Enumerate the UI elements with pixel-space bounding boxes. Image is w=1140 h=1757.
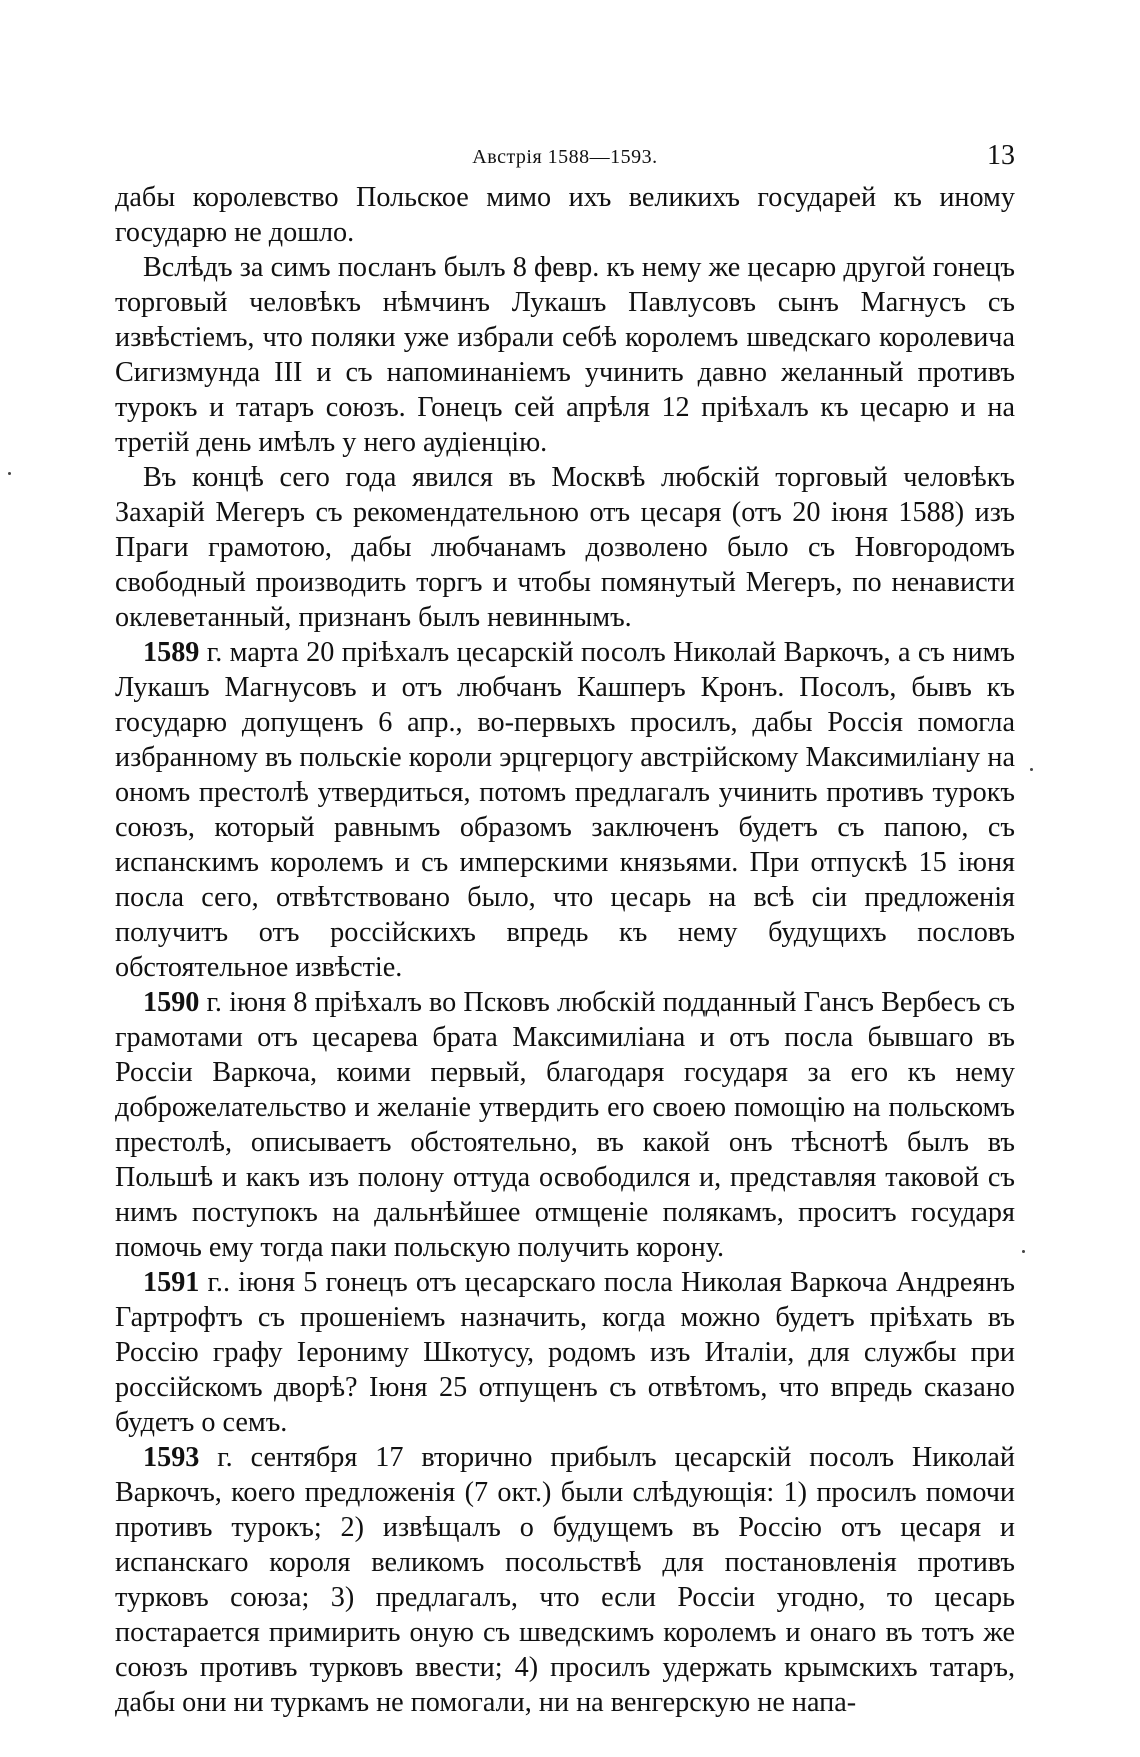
year-label: 1593 — [143, 1442, 200, 1473]
paragraph-text: г.. іюня 5 гонецъ отъ цесарскаго посла Николая Варкоча Андреянъ Гартрофтъ съ прошеніемъ назначить, когда можно будетъ пріѣхать въ Россію графу Іерониму Шкотусу, родомъ изъ Италіи, для службы при россійскомъ дворѣ? Іюня 25 отпущенъ съ отвѣтомъ, что впредь сказано будетъ о семъ. — [115, 1267, 1015, 1438]
year-label: 1589 — [143, 637, 200, 668]
paragraph-text: Вслѣдъ за симъ посланъ былъ 8 февр. къ нему же цесарю другой гонецъ торговый человѣкъ нѣмчинъ Лукашъ Павлусовъ сынъ Магнусъ съ извѣстіемъ, что поляки уже избрали себѣ королемъ шведскаго королевича Сигизмунда III и съ напоминаніемъ учинить давно желанный противъ турокъ и татаръ союзъ. Гонецъ сей апрѣля 12 пріѣхалъ къ цесарю и на третій день имѣлъ у него аудіенцію. — [115, 252, 1015, 458]
paragraph-text: дабы королевство Польское мимо ихъ великихъ государей къ иному государю не дошло. — [115, 182, 1015, 248]
page-number: 13 — [987, 140, 1015, 171]
paragraph-lubeck-merchant — [115, 460, 1015, 635]
paragraph-1591 — [115, 1265, 1015, 1440]
paragraph-1593 — [115, 1440, 1015, 1720]
paragraph-1590 — [115, 985, 1015, 1265]
scan-speck — [1022, 1250, 1025, 1253]
paragraph-1589 — [115, 635, 1015, 985]
scan-speck — [8, 472, 11, 475]
paragraph-text: г. іюня 8 пріѣхалъ во Псковъ любскій подданный Гансъ Вербесъ съ грамотами отъ цесарева брата Максимиліана и отъ посла бывшаго въ Россіи Варкоча, коими первый, благодаря государя за его къ нему доброжелательство и желаніе утвердить его своею помощію на польскомъ престолѣ, описываетъ обстоятельно, въ какой онъ тѣснотѣ былъ въ Польшѣ и какъ изъ полону оттуда освободился и, представляя таковой съ нимъ поступокъ на дальнѣйшее отмщеніе полякамъ, проситъ государя помочь ему тогда паки польскую получить корону. — [115, 987, 1015, 1263]
paragraph-continuation — [115, 180, 1015, 250]
book-page — [115, 140, 1015, 1720]
year-label: 1591 — [143, 1267, 200, 1298]
paragraph-text: г. сентября 17 вторично прибылъ цесарскій посолъ Николай Варкочъ, коего предложенія (7 окт.) были слѣдующія: 1) просилъ помочи противъ турокъ; 2) извѣщалъ о будущемъ въ Россію отъ цесаря и испанскаго короля великомъ посольствѣ для постановленія противъ турковъ союза; 3) предлагалъ, что если Россіи угодно, то цесарь постарается примирить оную съ шведскимъ королемъ и онаго въ тотъ же союзъ противъ турковъ ввести; 4) просилъ удержать крымскихъ татаръ, дабы они ни туркамъ не помогали, ни на венгерскую не напа- — [115, 1442, 1015, 1718]
scan-speck — [1030, 768, 1033, 771]
running-title: Австрія 1588—1593. — [472, 146, 658, 168]
running-head — [115, 140, 1015, 180]
paragraph-text: г. марта 20 пріѣхалъ цесарскій посолъ Николай Варкочъ, а съ нимъ Лукашъ Магнусовъ и отъ любчанъ Кашперъ Кронъ. Посолъ, бывъ къ государю допущенъ 6 апр., во-первыхъ просилъ, дабы Россія помогла избранному въ польскіе короли эрцгерцогу австрійскому Максимиліану на ономъ престолѣ утвердиться, потомъ предлагалъ учинить противъ турокъ союзъ, который равнымъ образомъ заключенъ будетъ съ папою, съ испанскимъ королемъ и съ имперскими князьями. При отпускѣ 15 іюня посла сего, отвѣтствовано было, что цесарь на всѣ сіи предложенія получитъ отъ россійскихъ впредь къ нему будущихъ пословъ обстоятельное извѣстіе. — [115, 637, 1015, 983]
paragraph-text: Въ концѣ сего года явился въ Москвѣ любскій торговый человѣкъ Захарій Мегеръ съ рекомендательною отъ цесаря (отъ 20 іюня 1588) изъ Праги грамотою, дабы любчанамъ дозволено было съ Новгородомъ свободный производить торгъ и чтобы помянутый Мегеръ, по ненависти оклеветанный, признанъ былъ невиннымъ. — [115, 462, 1015, 633]
paragraph-messenger — [115, 250, 1015, 460]
year-label: 1590 — [143, 987, 200, 1018]
